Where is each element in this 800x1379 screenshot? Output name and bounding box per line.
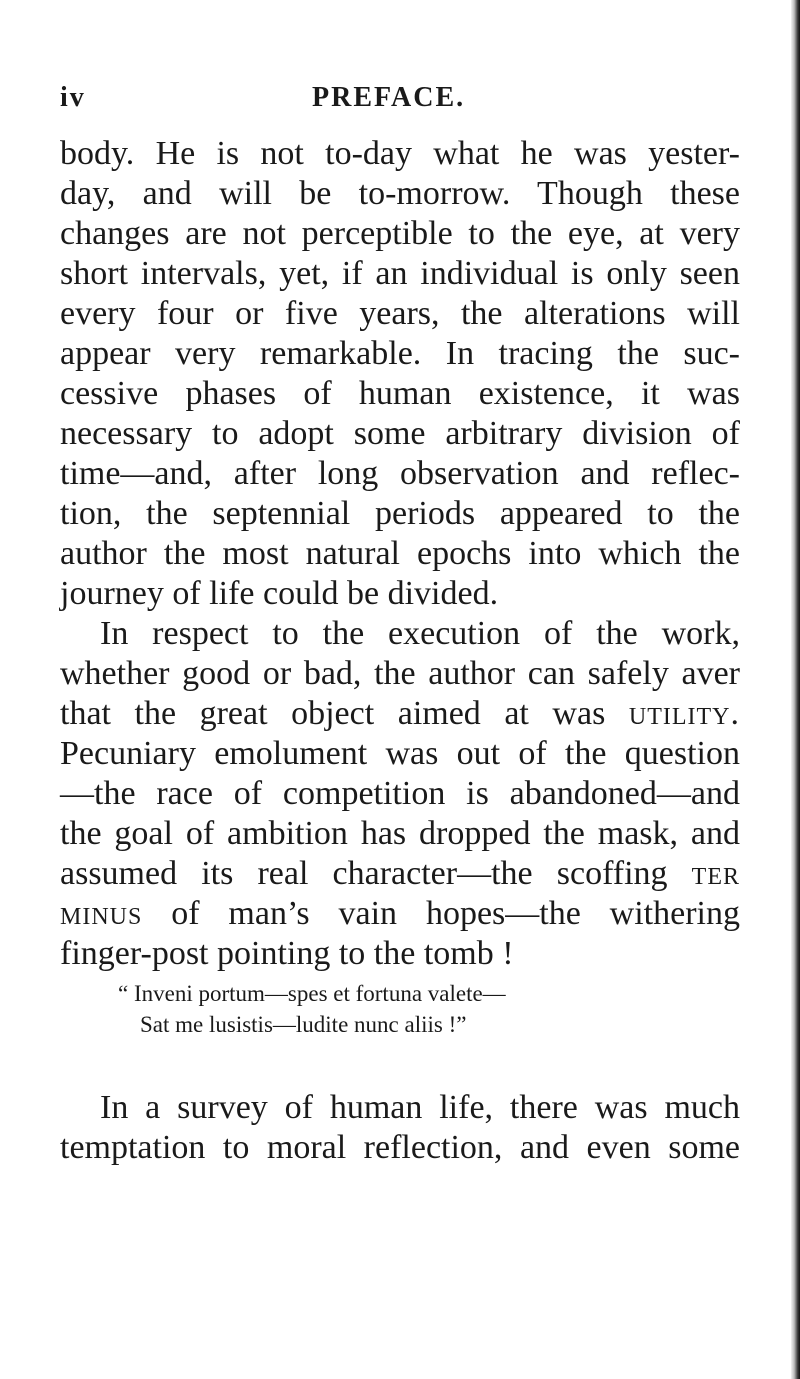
text-line: —the race of competition is abandoned—and — [60, 775, 740, 812]
text-line: short intervals, yet, if an individual is only seen — [60, 255, 740, 292]
text-line: every four or five years, the alterations will — [60, 295, 740, 332]
text-line: cessive phases of human existence, it was — [60, 375, 740, 412]
small-caps-word: ter — [691, 855, 740, 892]
text-line: day, and will be to-morrow. Though these — [60, 175, 740, 212]
spacer — [60, 1040, 740, 1088]
text-run: that the great object aimed at was — [60, 695, 629, 732]
text-line — [60, 854, 740, 894]
small-caps-word: utility. — [628, 695, 740, 732]
text-line: author the most natural epochs into which the — [60, 535, 740, 572]
text-run: assumed its real character—the scoffing — [60, 855, 692, 892]
text-line: appear very remarkable. In tracing the suc- — [60, 335, 740, 372]
text-line: whether good or bad, the author can safely aver — [60, 655, 740, 692]
text-line: finger-post pointing to the tomb ! — [60, 935, 514, 972]
text-line: In a survey of human life, there was much — [100, 1089, 740, 1126]
text-line: time—and, after long observation and reflec- — [60, 455, 740, 492]
quotation-line: “ Inveni portum—spes et fortuna valete— — [118, 981, 506, 1006]
latin-quotation — [60, 978, 740, 1040]
paragraph-2 — [60, 614, 740, 974]
text-line: the goal of ambition has dropped the mask, and — [60, 815, 740, 852]
text-line: temptation to moral reflection, and even some — [60, 1129, 740, 1166]
text-line: body. He is not to-day what he was yester- — [60, 135, 740, 172]
text-line: journey of life could be divided. — [60, 575, 499, 612]
text-line: In respect to the execution of the work, — [100, 615, 740, 652]
small-caps-word: minus — [60, 895, 143, 932]
quotation-line: Sat me lusistis—ludite nunc aliis !” — [140, 1012, 467, 1037]
text-line: necessary to adopt some arbitrary division of — [60, 415, 740, 452]
page-header — [60, 82, 740, 122]
text-line: Pecuniary emolument was out of the question — [60, 735, 740, 772]
text-line: tion, the septennial periods appeared to the — [60, 495, 740, 532]
text-line: changes are not perceptible to the eye, at very — [60, 215, 740, 252]
running-title: PREFACE. — [312, 82, 466, 113]
paragraph-3 — [60, 1088, 740, 1168]
body-text — [60, 134, 740, 1168]
paragraph-1 — [60, 134, 740, 614]
page-edge-shadow — [791, 0, 800, 1379]
text-line — [60, 894, 740, 934]
text-run: of man’s vain hopes—the withering — [142, 895, 740, 932]
page-number: iv — [60, 82, 86, 113]
text-line — [60, 694, 740, 734]
